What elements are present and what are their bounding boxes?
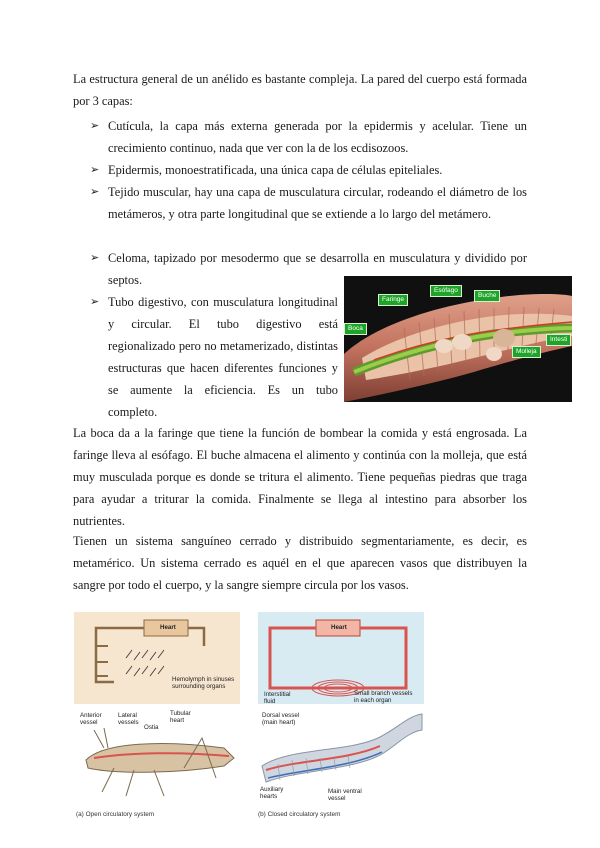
ostia-label: Ostia xyxy=(144,724,159,731)
lateral-vessels-label: Lateral vessels xyxy=(118,712,139,726)
list-item-text: Celoma, tapizado por mesodermo que se desarrolla en musculatura y dividido por septos. xyxy=(108,251,527,287)
circulation-paragraph: Tienen un sistema sanguíneo cerrado y distribuido segmentariamente, es decir, es metamérico. Un sistema cerrado es aquél en el que aparecen vasos que distribuyen la sangre por todo el cuerpo, y la sangre siempre circula por los vasos. xyxy=(73,534,527,592)
earthworm-anatomy-image xyxy=(344,276,572,402)
list-item-text: Epidermis, monoestratificada, una única capa de células epiteliales. xyxy=(108,163,443,177)
closed-system-diagram xyxy=(258,612,424,704)
list-item-text: Tejido muscular, hay una capa de musculatura circular, rodeando el diámetro de los metámeros, y otra parte longitudinal que se extiende a lo largo del metámero. xyxy=(108,185,527,221)
arrow-bullet-icon: ➢ xyxy=(90,185,100,198)
hemolymph-label: Hemolymph in sinuses surrounding organs xyxy=(172,676,235,690)
closed-system-caption: (b) Closed circulatory system xyxy=(258,811,341,818)
circulatory-systems-figure xyxy=(74,608,424,822)
interstitial-fluid-label: Interstitial fluid xyxy=(264,691,291,704)
molleja-label: Molleja xyxy=(512,346,541,358)
intestino-label: Intesti xyxy=(546,334,571,346)
buche-label: Buche xyxy=(474,290,500,302)
earthworm-circulation-diagram xyxy=(258,708,424,808)
arrow-bullet-icon: ➢ xyxy=(90,119,100,132)
grasshopper-diagram xyxy=(74,708,240,808)
closed-heart-label: Heart xyxy=(331,624,347,631)
intro-paragraph: La estructura general de un anélido es bastante compleja. La pared del cuerpo está formada por 3 capas: xyxy=(73,72,527,108)
faringe-label: Faringe xyxy=(378,294,408,306)
arrow-bullet-icon: ➢ xyxy=(90,251,100,264)
list-item-text: Cutícula, la capa más externa generada por la epidermis y acelular. Tiene un crecimiento continuo, nada que ver con la de los ecdisozoos. xyxy=(108,119,527,155)
arrow-bullet-icon: ➢ xyxy=(90,295,100,308)
dorsal-vessel-label: Dorsal vessel (main heart) xyxy=(262,712,300,726)
digestion-paragraph: La boca da a la faringe que tiene la función de bombear la comida y está engrosada. La faringe lleva al esófago. El buche almacena el alimento y continúa con la molleja, que está muy musculada porque es donde se tritura el alimento. Tiene pequeñas piedras que traga para ayudar a triturar la comida. Finalmente se llega al intestino para absorber los nutrientes. xyxy=(73,426,527,528)
small-branch-label: Small branch vessels in each organ xyxy=(354,690,413,704)
list-item xyxy=(90,181,527,225)
list-item xyxy=(90,291,338,423)
ventral-vessel-label: Main ventral vessel xyxy=(328,788,362,802)
auxiliary-hearts-label: Auxiliary hearts xyxy=(260,786,284,800)
anterior-vessel-label: Anterior vessel xyxy=(80,712,102,726)
open-system-diagram xyxy=(74,612,240,704)
esofago-label: Esófago xyxy=(430,285,462,297)
boca-label: Boca xyxy=(344,323,367,335)
arrow-bullet-icon: ➢ xyxy=(90,163,100,176)
tubular-heart-label: Tubular heart xyxy=(170,710,191,724)
open-heart-label: Heart xyxy=(160,624,176,631)
list-item xyxy=(90,159,527,181)
list-item-text: Tubo digestivo, con musculatura longitudinal y circular. El tubo digestivo está regionalizado pero no metamerizado, distintas estructuras que hacen diferentes funciones y se aumente la eficiencia. Es un tubo completo. xyxy=(108,295,338,419)
open-system-schematic xyxy=(74,612,240,704)
list-item xyxy=(90,115,527,159)
open-system-caption: (a) Open circulatory system xyxy=(76,811,155,818)
